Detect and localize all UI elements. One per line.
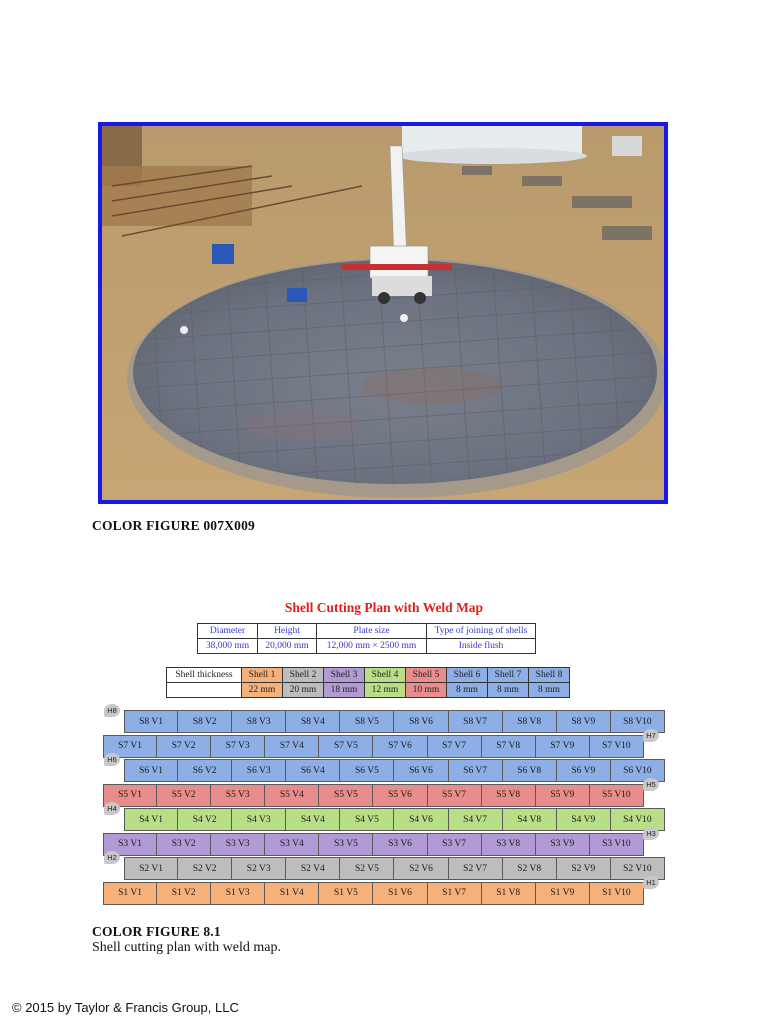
plate-cell: S4 V8 bbox=[503, 808, 557, 831]
plate-cell: S4 V2 bbox=[178, 808, 232, 831]
plate-cell: S3 V9 bbox=[536, 833, 590, 856]
plate-cell: S6 V10 bbox=[611, 759, 665, 782]
plate-cell: S3 V4 bbox=[265, 833, 319, 856]
plate-cell: S1 V8 bbox=[482, 882, 536, 905]
plate-cell: S7 V6 bbox=[373, 735, 427, 758]
plate-cell: S3 V10 bbox=[590, 833, 644, 856]
plate-cell: S8 V7 bbox=[449, 710, 503, 733]
plate-cell: S2 V2 bbox=[178, 857, 232, 880]
weld-marker-h3: H3 bbox=[643, 827, 659, 840]
plate-cell: S4 V6 bbox=[394, 808, 448, 831]
thickness-blank-cell bbox=[167, 683, 242, 698]
plate-cell: S4 V3 bbox=[232, 808, 286, 831]
plate-cell: S8 V8 bbox=[503, 710, 557, 733]
plate-cell: S7 V3 bbox=[211, 735, 265, 758]
weld-marker-h1: H1 bbox=[643, 876, 659, 889]
plate-cell: S1 V9 bbox=[536, 882, 590, 905]
plate-cell: S8 V1 bbox=[124, 710, 178, 733]
plate-cell: S7 V8 bbox=[482, 735, 536, 758]
plate-cell: S6 V5 bbox=[340, 759, 394, 782]
shell-name-cell: Shell 4 bbox=[365, 668, 406, 683]
weld-marker-h6: H6 bbox=[104, 753, 120, 766]
thickness-header-row bbox=[167, 668, 570, 683]
spec-header-cell: Height bbox=[258, 624, 317, 639]
plate-cell: S6 V4 bbox=[286, 759, 340, 782]
spec-header-row bbox=[198, 624, 536, 639]
plate-cell: S2 V9 bbox=[557, 857, 611, 880]
weld-marker-h2: H2 bbox=[104, 851, 120, 864]
weld-map-row-s8 bbox=[124, 710, 665, 733]
photo-caption: COLOR FIGURE 007X009 bbox=[92, 518, 256, 533]
plate-cell: S4 V4 bbox=[286, 808, 340, 831]
spec-header-cell: Type of joining of shells bbox=[427, 624, 536, 639]
figure-caption: Shell cutting plan with weld map. bbox=[92, 940, 281, 955]
plate-cell: S5 V4 bbox=[265, 784, 319, 807]
plate-cell: S1 V5 bbox=[319, 882, 373, 905]
spec-header-cell: Plate size bbox=[317, 624, 427, 639]
plate-cell: S1 V2 bbox=[157, 882, 211, 905]
plate-cell: S8 V6 bbox=[394, 710, 448, 733]
plate-cell: S5 V3 bbox=[211, 784, 265, 807]
weld-map-row-s5 bbox=[103, 784, 644, 807]
plate-cell: S7 V10 bbox=[590, 735, 644, 758]
plate-cell: S2 V6 bbox=[394, 857, 448, 880]
weld-map-row-s3 bbox=[103, 833, 644, 856]
spec-value-cell: 38,000 mm bbox=[198, 639, 258, 654]
plate-cell: S5 V8 bbox=[482, 784, 536, 807]
plate-cell: S7 V9 bbox=[536, 735, 590, 758]
plate-cell: S5 V5 bbox=[319, 784, 373, 807]
thickness-value-row bbox=[167, 683, 570, 698]
plate-cell: S4 V9 bbox=[557, 808, 611, 831]
plate-cell: S6 V7 bbox=[449, 759, 503, 782]
plate-cell: S7 V2 bbox=[157, 735, 211, 758]
weld-marker-h5: H5 bbox=[643, 778, 659, 791]
plate-cell: S1 V4 bbox=[265, 882, 319, 905]
plate-cell: S1 V1 bbox=[103, 882, 157, 905]
plate-cell: S4 V7 bbox=[449, 808, 503, 831]
plate-cell: S5 V6 bbox=[373, 784, 427, 807]
plate-cell: S7 V5 bbox=[319, 735, 373, 758]
plate-cell: S3 V8 bbox=[482, 833, 536, 856]
plate-cell: S2 V10 bbox=[611, 857, 665, 880]
plate-cell: S8 V4 bbox=[286, 710, 340, 733]
plate-cell: S3 V7 bbox=[428, 833, 482, 856]
plate-cell: S7 V1 bbox=[103, 735, 157, 758]
plate-cell: S4 V1 bbox=[124, 808, 178, 831]
plate-cell: S5 V2 bbox=[157, 784, 211, 807]
shell-name-cell: Shell 5 bbox=[406, 668, 447, 683]
plate-cell: S5 V9 bbox=[536, 784, 590, 807]
plate-cell: S1 V7 bbox=[428, 882, 482, 905]
shell-thickness-cell: 22 mm bbox=[242, 683, 283, 698]
spec-header-cell: Diameter bbox=[198, 624, 258, 639]
plate-cell: S8 V9 bbox=[557, 710, 611, 733]
plate-cell: S8 V2 bbox=[178, 710, 232, 733]
diagram-title: Shell Cutting Plan with Weld Map bbox=[284, 600, 484, 615]
plate-cell: S6 V9 bbox=[557, 759, 611, 782]
plate-cell: S3 V1 bbox=[103, 833, 157, 856]
weld-marker-h7: H7 bbox=[643, 729, 659, 742]
plate-cell: S2 V7 bbox=[449, 857, 503, 880]
plate-cell: S3 V3 bbox=[211, 833, 265, 856]
thickness-label: Shell thickness bbox=[167, 668, 242, 683]
shell-name-cell: Shell 1 bbox=[242, 668, 283, 683]
plate-cell: S5 V7 bbox=[428, 784, 482, 807]
plate-cell: S5 V10 bbox=[590, 784, 644, 807]
figure-label: COLOR FIGURE 8.1 bbox=[92, 924, 221, 939]
weld-map-row-s7 bbox=[103, 735, 644, 758]
plate-cell: S3 V5 bbox=[319, 833, 373, 856]
tank-bottom-photo bbox=[98, 122, 668, 504]
plate-cell: S6 V2 bbox=[178, 759, 232, 782]
weld-marker-h8: H8 bbox=[104, 704, 120, 717]
shell-thickness-cell: 18 mm bbox=[324, 683, 365, 698]
shell-thickness-cell: 8 mm bbox=[529, 683, 570, 698]
plate-cell: S4 V5 bbox=[340, 808, 394, 831]
spec-value-cell: Inside flush bbox=[427, 639, 536, 654]
spec-value-cell: 20,000 mm bbox=[258, 639, 317, 654]
plate-cell: S2 V3 bbox=[232, 857, 286, 880]
plate-cell: S6 V3 bbox=[232, 759, 286, 782]
shell-thickness-cell: 20 mm bbox=[283, 683, 324, 698]
plate-cell: S7 V4 bbox=[265, 735, 319, 758]
weld-map-row-s2 bbox=[124, 857, 665, 880]
weld-map-row-s6 bbox=[124, 759, 665, 782]
plate-cell: S1 V10 bbox=[590, 882, 644, 905]
shell-name-cell: Shell 8 bbox=[529, 668, 570, 683]
plate-cell: S3 V6 bbox=[373, 833, 427, 856]
plate-cell: S6 V1 bbox=[124, 759, 178, 782]
plate-cell: S7 V7 bbox=[428, 735, 482, 758]
shell-thickness-cell: 8 mm bbox=[447, 683, 488, 698]
plate-cell: S4 V10 bbox=[611, 808, 665, 831]
plate-cell: S2 V1 bbox=[124, 857, 178, 880]
spec-value-row bbox=[198, 639, 536, 654]
plate-cell: S5 V1 bbox=[103, 784, 157, 807]
plate-cell: S6 V6 bbox=[394, 759, 448, 782]
shell-name-cell: Shell 7 bbox=[488, 668, 529, 683]
shell-name-cell: Shell 6 bbox=[447, 668, 488, 683]
plate-cell: S8 V5 bbox=[340, 710, 394, 733]
plate-cell: S2 V5 bbox=[340, 857, 394, 880]
shell-thickness-cell: 10 mm bbox=[406, 683, 447, 698]
plate-cell: S2 V8 bbox=[503, 857, 557, 880]
plate-cell: S8 V3 bbox=[232, 710, 286, 733]
copyright-notice: © 2015 by Taylor & Francis Group, LLC bbox=[12, 1000, 239, 1015]
shell-thickness-cell: 8 mm bbox=[488, 683, 529, 698]
plate-cell: S2 V4 bbox=[286, 857, 340, 880]
shell-thickness-cell: 12 mm bbox=[365, 683, 406, 698]
plate-cell: S8 V10 bbox=[611, 710, 665, 733]
spec-value-cell: 12,000 mm × 2500 mm bbox=[317, 639, 427, 654]
weld-marker-h4: H4 bbox=[104, 802, 120, 815]
shell-name-cell: Shell 3 bbox=[324, 668, 365, 683]
weld-map-row-s1 bbox=[103, 882, 644, 905]
plate-cell: S3 V2 bbox=[157, 833, 211, 856]
shell-name-cell: Shell 2 bbox=[283, 668, 324, 683]
weld-map-row-s4 bbox=[124, 808, 665, 831]
spec-table bbox=[197, 623, 536, 654]
thickness-table bbox=[166, 667, 570, 698]
plate-cell: S1 V3 bbox=[211, 882, 265, 905]
plate-cell: S1 V6 bbox=[373, 882, 427, 905]
plate-cell: S6 V8 bbox=[503, 759, 557, 782]
